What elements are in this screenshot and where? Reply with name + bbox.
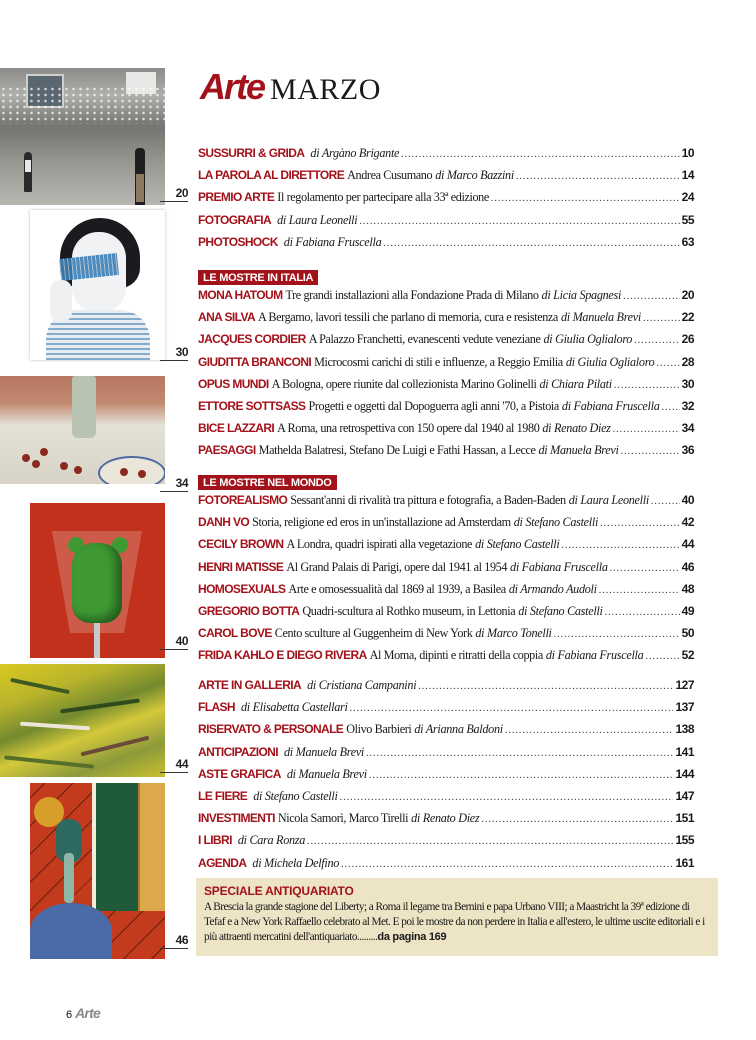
- dot-leader: [491, 193, 680, 204]
- entry-author: di Cristiana Campanini: [307, 678, 417, 692]
- figure-person: [24, 152, 32, 192]
- dot-leader: [614, 380, 680, 391]
- dot-leader: [656, 358, 679, 369]
- entry-author: di Fabiana Fruscella: [545, 648, 644, 663]
- entry-author: di Fabiana Fruscella: [283, 234, 382, 249]
- entry-title: ARTE IN GALLERIA: [198, 678, 302, 692]
- toc-entry[interactable]: [198, 582, 694, 604]
- entry-author: di Cara Ronza: [237, 833, 306, 848]
- toc-entry[interactable]: [198, 811, 694, 833]
- toc-entry[interactable]: [198, 355, 694, 377]
- entry-description: Arte e omosessualità dal 1869 al 1939, a Basilea: [288, 581, 506, 596]
- dot-leader: [341, 859, 673, 870]
- image-portrait-textile: [30, 210, 165, 360]
- entry-title: FLASH: [198, 700, 235, 715]
- entry-title: HOMOSEXUALS: [198, 581, 286, 596]
- toc-entry[interactable]: [198, 700, 694, 722]
- figure-trousers: [136, 174, 144, 202]
- cherry: [22, 454, 30, 462]
- entry-description: Storia, religione ed eros in un'installazione ad Amsterdam: [252, 515, 511, 530]
- entry-title: HENRI MATISSE: [198, 559, 284, 574]
- entry-description: Cento sculture al Guggenheim di New York: [274, 626, 473, 641]
- dot-leader: [307, 836, 673, 847]
- dot-leader: [359, 216, 679, 227]
- entry-author: di Elisabetta Castellari: [241, 700, 348, 715]
- entry-author: di Fabiana Fruscella: [561, 398, 660, 413]
- entry-description: Microcosmi carichi di stili e influenze, a Reggio Emilia: [314, 354, 563, 369]
- dot-leader: [554, 629, 680, 640]
- special-body: A Brescia la grande stagione del Liberty; a Roma il legame tra Bernini e papa Urbano VIII; a Maastricht la 39ª edizione di Tefaf e a New York Raffaello celebrato al Met. E poi le mostre da non perdere in Italia e all'estero, le ultime uscite editoriali e i più attraenti mercatini dell'antiquariato.........: [204, 901, 705, 943]
- dot-leader: [623, 291, 680, 302]
- entry-description: Il regolamento per partecipare alla 33ª edizione: [277, 190, 489, 205]
- entry-description: A Bergamo, lavori tessili che parlano di memoria, cura e resistenza: [258, 310, 558, 325]
- image-page-ref: 46: [160, 933, 188, 949]
- dot-leader: [613, 424, 680, 435]
- entry-page-number: 42: [681, 515, 694, 530]
- section-label: LE MOSTRE IN ITALIA: [198, 270, 318, 285]
- entry-title: INVESTIMENTI: [198, 811, 275, 826]
- bottle-shape: [72, 376, 96, 438]
- dot-leader: [610, 563, 680, 574]
- entry-description: Tre grandi installazioni alla Fondazione Prada di Milano: [285, 288, 539, 302]
- entry-author: di Michela Delfino: [252, 855, 340, 870]
- dot-leader: [366, 748, 673, 759]
- brush-stroke: [81, 736, 150, 757]
- entry-page-number: 20: [681, 288, 694, 302]
- image-page-ref: 30: [160, 345, 188, 361]
- brush-stroke: [10, 678, 70, 694]
- special-antiquariato-box[interactable]: [196, 878, 718, 956]
- toc-entry[interactable]: [198, 377, 694, 399]
- toc-entry[interactable]: [198, 235, 694, 257]
- entry-description: Al Grand Palais di Parigi, opere dal 1941 al 1954: [286, 559, 508, 574]
- entry-title: PAESAGGI: [198, 443, 256, 458]
- entry-author: di Laura Leonelli: [568, 493, 649, 507]
- footer-logo: Arte: [75, 1005, 100, 1021]
- entry-page-number: 40: [681, 493, 694, 507]
- toc-entry[interactable]: [198, 648, 694, 670]
- toc-entry[interactable]: [198, 560, 694, 582]
- brush-stroke: [20, 722, 90, 731]
- entry-page-number: 55: [681, 212, 694, 227]
- entry-author: di Manuela Brevi: [560, 310, 641, 325]
- entry-title: RISERVATO & PERSONALE: [198, 722, 344, 737]
- entry-page-number: 151: [675, 811, 694, 826]
- entry-author: di Stefano Castelli: [513, 515, 599, 530]
- image-still-life-cherries: [0, 376, 165, 484]
- entry-author: di Marco Tonelli: [475, 626, 552, 641]
- dot-leader: [505, 725, 674, 736]
- entry-author: di Manuela Brevi: [283, 744, 365, 759]
- plate-shape: [98, 456, 165, 484]
- entry-author: di Manuela Brevi: [538, 443, 619, 458]
- toc-mostre-mondo: [198, 493, 694, 671]
- dot-leader: [340, 792, 674, 803]
- entry-title: I LIBRI: [198, 833, 232, 848]
- entry-author: di Marco Bazzini: [435, 168, 514, 183]
- entry-page-number: 48: [681, 581, 694, 596]
- entry-description: Olivo Barbieri: [346, 722, 412, 737]
- dot-leader: [599, 585, 680, 596]
- toc-entry[interactable]: [198, 168, 694, 190]
- toc-entry[interactable]: [198, 767, 694, 789]
- entry-title: PHOTOSHOCK: [198, 234, 278, 249]
- toc-entry[interactable]: [198, 288, 694, 310]
- entry-description: Mathelda Balatresi, Stefano De Luigi e Fathi Hassan, a Lecce: [258, 443, 536, 458]
- entry-title: OPUS MUNDI: [198, 376, 269, 391]
- brush-stroke: [60, 698, 140, 713]
- shutter-shape: [138, 783, 165, 911]
- cherry: [138, 470, 146, 478]
- toc-entry[interactable]: [198, 678, 694, 700]
- entry-page-number: 46: [681, 559, 694, 574]
- section-label: LE MOSTRE NEL MONDO: [198, 475, 337, 490]
- entry-description: A Bologna, opere riunite dal collezionista Marino Golinelli: [271, 376, 537, 391]
- entry-title: ANA SILVA: [198, 310, 256, 325]
- dot-leader: [561, 540, 679, 551]
- vase-shape: [64, 853, 74, 903]
- entry-author: di Fabiana Fruscella: [510, 559, 608, 574]
- dot-leader: [369, 770, 674, 781]
- toc-entry[interactable]: [198, 789, 694, 811]
- dot-leader: [418, 681, 673, 692]
- entry-author: di Giulia Oglialoro: [565, 354, 655, 369]
- special-page-ref: da pagina 169: [377, 931, 447, 943]
- section-header-mondo: [198, 473, 694, 491]
- image-matisse-red-interior: [30, 783, 165, 959]
- toc-entry[interactable]: [198, 626, 694, 648]
- image-green-bear-lollipop: [30, 503, 165, 658]
- entry-description: Quadri-scultura al Rothko museum, in Lettonia: [302, 603, 516, 618]
- page-title: [200, 66, 381, 108]
- image-page-ref: 44: [160, 757, 188, 773]
- dot-leader: [651, 496, 680, 507]
- toc-rubriche-bottom: [198, 678, 694, 878]
- toc-entry[interactable]: [198, 493, 694, 515]
- entry-title: LE FIERE: [198, 788, 248, 803]
- entry-page-number: 24: [681, 190, 694, 205]
- entry-page-number: 10: [681, 146, 694, 160]
- entry-title: ETTORE SOTTSASS: [198, 398, 306, 413]
- dot-leader: [634, 335, 680, 346]
- entry-page-number: 52: [681, 648, 694, 663]
- entry-title: ASTE GRAFICA: [198, 766, 281, 781]
- toc-rubriche-top: [198, 146, 694, 257]
- hanging-lights: [0, 86, 165, 124]
- toc-entry[interactable]: [198, 856, 694, 878]
- entry-page-number: 26: [681, 332, 694, 347]
- entry-author: di Stefano Castelli: [518, 603, 603, 618]
- bear-shape: [72, 543, 122, 623]
- issue-month: MARZO: [270, 73, 381, 106]
- toc-entry[interactable]: [198, 833, 694, 855]
- entry-page-number: 14: [681, 168, 694, 183]
- dot-leader: [662, 402, 680, 413]
- special-title: SPECIALE ANTIQUARIATO: [204, 884, 354, 898]
- special-text: [204, 900, 710, 945]
- entry-description: Nicola Samorì, Marco Tirelli: [277, 811, 409, 826]
- entry-title: CECILY BROWN: [198, 537, 284, 552]
- entry-author: di Manuela Brevi: [286, 766, 367, 781]
- entry-title: FOTOGRAFIA: [198, 212, 272, 227]
- entry-author: di Armando Audoli: [508, 581, 597, 596]
- entry-page-number: 32: [681, 398, 694, 413]
- magazine-logo: Arte: [200, 66, 265, 107]
- toc-entry[interactable]: [198, 443, 694, 465]
- cherry: [32, 460, 40, 468]
- toc-mostre-italia: [198, 288, 694, 466]
- table-shape: [30, 903, 112, 959]
- entry-author: di Laura Leonelli: [277, 212, 358, 227]
- entry-description: Sessant'anni di rivalità tra pittura e fotografia, a Baden-Baden: [290, 493, 566, 507]
- entry-author: di Licia Spagnesi: [541, 288, 622, 302]
- entry-title: BICE LAZZARI: [198, 421, 275, 436]
- entry-description: Progetti e oggetti dal Dopoguerra agli anni '70, a Pistoia: [308, 398, 559, 413]
- cherry: [40, 448, 48, 456]
- entry-author: di Arianna Baldoni: [414, 722, 503, 737]
- entry-title: LA PAROLA AL DIRETTORE: [198, 168, 345, 183]
- dot-leader: [643, 313, 680, 324]
- toc-entry[interactable]: [198, 722, 694, 744]
- entry-page-number: 144: [675, 766, 694, 781]
- dot-leader: [516, 171, 680, 182]
- toc-entry[interactable]: [198, 515, 694, 537]
- entry-author: di Stefano Castelli: [475, 537, 560, 552]
- entry-title: AGENDA: [198, 855, 247, 870]
- entry-author: di Giulia Oglialoro: [543, 332, 633, 347]
- entry-page-number: 49: [681, 603, 694, 618]
- entry-page-number: 30: [681, 376, 694, 391]
- entry-page-number: 22: [681, 310, 694, 325]
- page-footer: [66, 1005, 100, 1023]
- toc-entry[interactable]: [198, 146, 694, 168]
- toc-entry[interactable]: [198, 332, 694, 354]
- entry-page-number: 141: [675, 744, 694, 759]
- entry-page-number: 127: [675, 678, 694, 692]
- toc-entry[interactable]: [198, 604, 694, 626]
- entry-description: Al Moma, dipinti e ritratti della coppia: [369, 648, 543, 663]
- toc-entry[interactable]: [198, 399, 694, 421]
- toc-entry[interactable]: [198, 213, 694, 235]
- entry-page-number: 28: [681, 354, 694, 369]
- entry-title: MONA HATOUM: [198, 288, 283, 302]
- toc-entry[interactable]: [198, 190, 694, 212]
- entry-description: A Palazzo Franchetti, evanescenti vedute veneziane: [308, 332, 541, 347]
- entry-title: GREGORIO BOTTA: [198, 603, 300, 618]
- entry-author: di Chiara Pilati: [539, 376, 612, 391]
- toc-entry[interactable]: [198, 310, 694, 332]
- cherry: [74, 466, 82, 474]
- dot-leader: [401, 149, 680, 160]
- brush-stroke: [4, 755, 94, 768]
- image-installation-hall: [0, 68, 165, 205]
- entry-author: di Argàno Brigante: [310, 146, 400, 160]
- entry-title: JACQUES CORDIER: [198, 332, 306, 347]
- entry-title: FOTOREALISMO: [198, 493, 288, 507]
- entry-author: di Renato Diez: [542, 421, 611, 436]
- entry-page-number: 44: [681, 537, 694, 552]
- toc-entry[interactable]: [198, 421, 694, 443]
- entry-page-number: 137: [675, 700, 694, 715]
- cherry: [120, 468, 128, 476]
- dot-leader: [600, 518, 680, 529]
- entry-title: SUSSURRI & GRIDA: [198, 146, 305, 160]
- dot-leader: [621, 446, 680, 457]
- entry-page-number: 34: [681, 421, 694, 436]
- hand-shape: [50, 280, 72, 322]
- stick-shape: [94, 623, 100, 658]
- entry-page-number: 63: [681, 234, 694, 249]
- figure-shirt: [25, 160, 31, 172]
- entry-title: FRIDA KAHLO E DIEGO RIVERA: [198, 648, 367, 663]
- section-header-italia: [198, 268, 694, 286]
- entry-description: Andrea Cusumano: [347, 168, 433, 183]
- dot-leader: [645, 651, 679, 662]
- dot-leader: [605, 607, 680, 618]
- entry-page-number: 161: [675, 855, 694, 870]
- entry-title: PREMIO ARTE: [198, 190, 275, 205]
- entry-description: A Roma, una retrospettiva con 150 opere dal 1940 al 1980: [277, 421, 540, 436]
- entry-title: ANTICIPAZIONI: [198, 744, 278, 759]
- page-number: 6: [66, 1009, 73, 1021]
- cherry: [60, 462, 68, 470]
- image-page-ref: 34: [160, 476, 188, 492]
- entry-page-number: 50: [681, 626, 694, 641]
- entry-title: DANH VO: [198, 515, 250, 530]
- dot-leader: [383, 238, 679, 249]
- dot-leader: [481, 814, 673, 825]
- entry-author: di Renato Diez: [411, 811, 480, 826]
- image-page-ref: 40: [160, 634, 188, 650]
- entry-title: CAROL BOVE: [198, 626, 272, 641]
- image-vegetation-painting: [0, 664, 165, 777]
- toc-entry[interactable]: [198, 537, 694, 559]
- entry-page-number: 138: [675, 722, 694, 737]
- image-page-ref: 20: [160, 186, 188, 202]
- entry-page-number: 155: [675, 833, 694, 848]
- entry-page-number: 147: [675, 788, 694, 803]
- entry-title: GIUDITTA BRANCONI: [198, 354, 312, 369]
- toc-entry[interactable]: [198, 745, 694, 767]
- entry-author: di Stefano Castelli: [253, 788, 338, 803]
- entry-description: A Londra, quadri ispirati alla vegetazione: [286, 537, 473, 552]
- entry-page-number: 36: [681, 443, 694, 458]
- dot-leader: [350, 703, 674, 714]
